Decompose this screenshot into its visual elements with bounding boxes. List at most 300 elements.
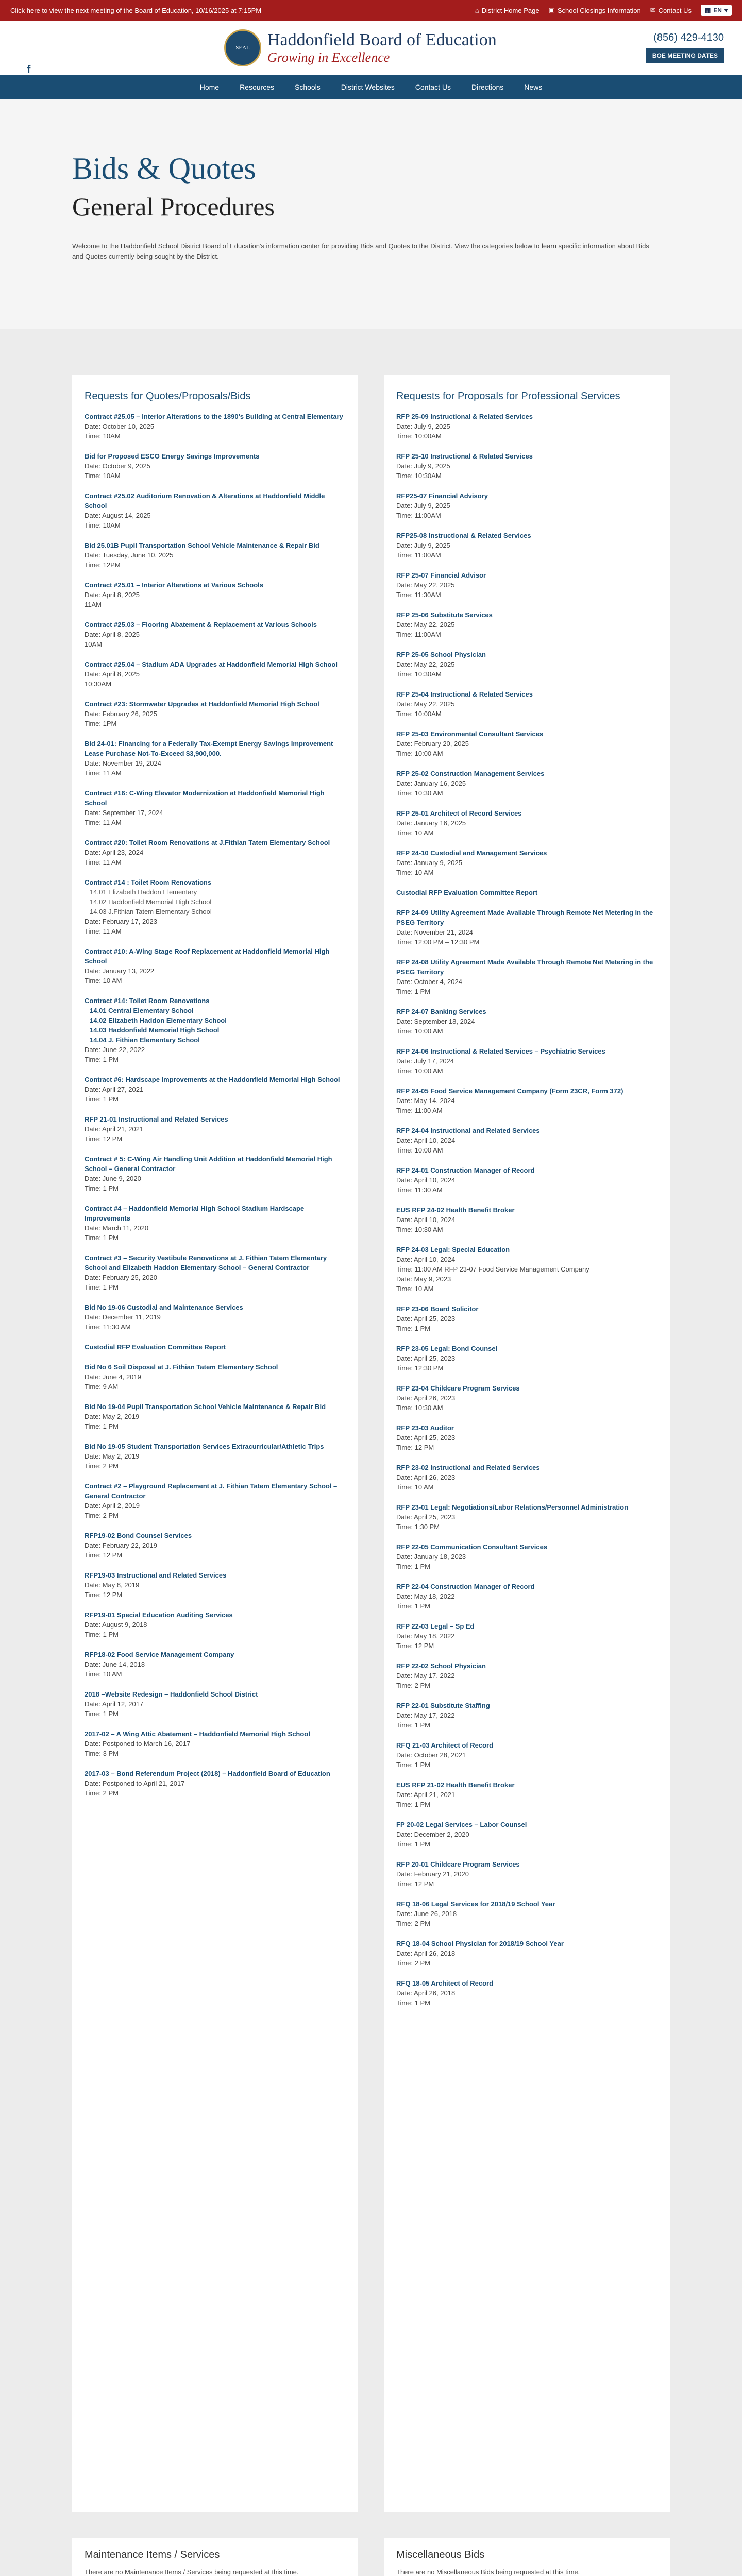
item-detail: Date: April 8, 2025 xyxy=(85,670,140,678)
rfp-heading: Requests for Proposals for Professional Services xyxy=(396,391,620,402)
item-detail: Time: 9 AM xyxy=(85,1383,119,1391)
item-link[interactable]: RFP 23-01 Legal: Negotiations/Labor Relations/Personnel Administration xyxy=(396,1503,629,1511)
item-link[interactable]: Contract #25.04 – Stadium ADA Upgrades at Haddonfield Memorial High School xyxy=(85,660,338,668)
item-detail: Date: June 26, 2018 xyxy=(396,1910,457,1918)
item-link[interactable]: EUS RFP 21-02 Health Benefit Broker xyxy=(396,1781,515,1789)
item-link[interactable]: RFP 22-03 Legal – Sp Ed xyxy=(396,1622,475,1630)
item-detail: Time: 11 AM xyxy=(85,858,122,866)
item-detail: Date: May 17, 2022 xyxy=(396,1711,455,1719)
top-notice-bar xyxy=(0,0,742,21)
list-item xyxy=(85,1204,346,1243)
item-detail: Date: May 2, 2019 xyxy=(85,1413,140,1420)
phone-number[interactable]: (856) 429-4130 xyxy=(653,32,724,43)
top-link-contact[interactable]: ✉ Contact Us xyxy=(650,6,692,14)
item-link[interactable]: Bid 25.01B Pupil Transportation School Vehicle Maintenance & Repair Bid xyxy=(85,541,319,549)
item-detail: Date: April 12, 2017 xyxy=(85,1700,144,1708)
item-detail: Time: 11:30 AM xyxy=(396,1186,443,1194)
item-link[interactable]: RFP19-01 Special Education Auditing Services xyxy=(85,1611,233,1619)
item-link[interactable]: Bid No 6 Soil Disposal at J. Fithian Tatem Elementary School xyxy=(85,1363,278,1371)
item-detail: Date: July 9, 2025 xyxy=(396,462,450,470)
item-detail: Date: October 28, 2021 xyxy=(396,1751,466,1759)
item-detail: Date: April 8, 2025 xyxy=(85,631,140,638)
item-detail: Date: May 18, 2022 xyxy=(396,1632,455,1640)
item-link[interactable]: Bid No 19-05 Student Transportation Services Extracurricular/Athletic Trips xyxy=(85,1443,324,1450)
item-link[interactable]: RFP19-03 Instructional and Related Services xyxy=(85,1571,227,1579)
item-link[interactable]: Bid 24-01: Financing for a Federally Tax-Exempt Energy Savings Improvement Lease Purchase Not-To-Exceed $3,900,000. xyxy=(85,740,333,757)
item-detail: Time: 1 PM xyxy=(396,1602,430,1610)
list-item xyxy=(396,1383,657,1413)
list-item xyxy=(396,848,657,877)
item-detail: Time: 10AM xyxy=(85,432,121,440)
list-item xyxy=(396,1086,657,1115)
item-detail: Time: 3 PM xyxy=(85,1750,119,1757)
item-detail: Time: 10AM xyxy=(85,521,121,529)
item-link[interactable]: RFP 21-01 Instructional and Related Services xyxy=(85,1115,228,1123)
list-item xyxy=(85,1253,346,1292)
item-detail: Time: 1 PM xyxy=(85,1184,119,1192)
item-detail: Date: May 22, 2025 xyxy=(396,581,455,589)
item-link[interactable]: RFP 25-07 Financial Advisor xyxy=(396,571,486,579)
item-detail: Date: March 11, 2020 xyxy=(85,1224,149,1232)
bus-icon: ▣ xyxy=(548,6,555,14)
item-link[interactable]: Bid No 19-04 Pupil Transportation School Vehicle Maintenance & Repair Bid xyxy=(85,1403,326,1411)
language-selector[interactable]: ▦ EN ▾ xyxy=(701,5,732,16)
list-item xyxy=(396,957,657,996)
item-detail: Time: 1 PM xyxy=(85,1422,119,1430)
item-detail: Time: 11 AM xyxy=(85,927,122,935)
item-detail: Time: 1 PM xyxy=(396,1761,430,1769)
item-detail: Time: 10:30AM xyxy=(396,472,442,480)
item-link[interactable]: RFP 24-10 Custodial and Management Services xyxy=(396,849,547,857)
extra-columns xyxy=(0,2538,742,2576)
item-link[interactable]: RFP 25-04 Instructional & Related Services xyxy=(396,690,533,698)
list-item xyxy=(396,769,657,798)
item-detail: Date: February 21, 2020 xyxy=(396,1870,469,1878)
item-detail: Time: 11:00 AM RFP 23-07 Food Service Management Company xyxy=(396,1265,589,1273)
misc-box xyxy=(384,2538,670,2576)
list-item xyxy=(85,1342,346,1352)
item-detail: Time: 1 PM xyxy=(85,1095,119,1103)
item-link[interactable]: Bid No 19-06 Custodial and Maintenance Services xyxy=(85,1303,243,1311)
item-link[interactable]: RFP 23-06 Board Solicitor xyxy=(396,1305,479,1313)
item-detail: Time: 10:00 AM xyxy=(396,1067,443,1075)
list-item xyxy=(396,1007,657,1036)
item-link[interactable]: RFP 23-02 Instructional and Related Services xyxy=(396,1464,540,1471)
item-link[interactable]: RFP 24-06 Instructional & Related Services – Psychiatric Services xyxy=(396,1047,605,1055)
list-item xyxy=(396,1304,657,1333)
item-detail: Time: 10 AM xyxy=(396,1483,434,1491)
item-detail: 10:30AM xyxy=(85,680,112,688)
brand-logo[interactable] xyxy=(224,29,497,66)
list-item xyxy=(85,1689,346,1719)
maintenance-text: There are no Maintenance Items / Services being requested at this time. xyxy=(85,2568,299,2576)
item-link[interactable]: Contract #20: Toilet Room Renovations at J.Fithian Tatem Elementary School xyxy=(85,839,330,846)
list-item xyxy=(85,1481,346,1520)
item-detail: Time: 10:00 AM xyxy=(396,750,443,757)
item-detail: Time: 11:30 AM xyxy=(85,1323,131,1331)
item-link[interactable]: RFQ 21-03 Architect of Record xyxy=(396,1741,494,1749)
item-detail: Date: February 20, 2025 xyxy=(396,740,469,748)
item-detail: Date: April 26, 2018 xyxy=(396,1989,456,1997)
item-detail: Time: 11:00AM xyxy=(396,551,441,559)
item-link[interactable]: Contract #3 – Security Vestibule Renovations at J. Fithian Tatem Elementary School and Elizabeth Haddon Elementary School – General Contractor xyxy=(85,1254,327,1272)
nav-news[interactable]: News xyxy=(524,83,543,91)
top-link-closings[interactable]: ▣ School Closings Information xyxy=(548,6,641,14)
item-detail: Time: 1 PM xyxy=(396,1999,430,2007)
item-link[interactable]: RFP 25-05 School Physician xyxy=(396,651,486,658)
item-detail: Date: May 8, 2019 xyxy=(85,1581,140,1589)
item-detail: Date: April 27, 2021 xyxy=(85,1086,144,1093)
item-detail: Date: April 25, 2023 xyxy=(396,1434,456,1442)
item-detail: Time: 10:30AM xyxy=(396,670,442,678)
list-item xyxy=(396,1661,657,1690)
list-item xyxy=(396,1126,657,1155)
item-detail: Date: Postponed to March 16, 2017 xyxy=(85,1740,191,1748)
misc-heading: Miscellaneous Bids xyxy=(396,2549,485,2561)
list-item xyxy=(396,729,657,758)
item-link[interactable]: RFP 25-06 Substitute Services xyxy=(396,611,493,619)
list-item xyxy=(85,699,346,728)
item-detail: Date: Postponed to April 21, 2017 xyxy=(85,1780,185,1787)
list-item xyxy=(85,1154,346,1193)
item-link[interactable]: Custodial RFP Evaluation Committee Report xyxy=(396,889,538,896)
item-detail: Time: 10 AM xyxy=(396,829,434,837)
item-link[interactable]: Contract #6: Hardscape Improvements at the Haddonfield Memorial High School xyxy=(85,1076,340,1083)
list-item xyxy=(396,412,657,441)
item-link[interactable]: RFP 25-10 Instructional & Related Services xyxy=(396,452,533,460)
list-item xyxy=(85,620,346,649)
item-detail: Date: May 22, 2025 xyxy=(396,700,455,708)
item-link[interactable]: RFP 24-05 Food Service Management Company (Form 23CR, Form 372) xyxy=(396,1087,623,1095)
item-detail: Date: April 10, 2024 xyxy=(396,1216,456,1224)
list-item xyxy=(396,491,657,520)
item-detail: Date: January 16, 2025 xyxy=(396,779,466,787)
item-detail: Date: November 19, 2024 xyxy=(85,759,161,767)
item-detail: Date: April 21, 2021 xyxy=(85,1125,144,1133)
nav-schools[interactable]: Schools xyxy=(294,83,321,91)
item-link[interactable]: 2017-03 – Bond Referendum Project (2018) – Haddonfield Board of Education xyxy=(85,1770,330,1777)
item-detail: Date: May 17, 2022 xyxy=(396,1672,455,1680)
district-seal: SEAL xyxy=(224,29,261,66)
item-detail: Time: 11 AM xyxy=(85,819,122,826)
item-detail: Date: April 8, 2025 xyxy=(85,591,140,599)
item-sublink[interactable]: 14.04 J. Fithian Elementary School xyxy=(90,1036,200,1044)
item-detail: Date: October 9, 2025 xyxy=(85,462,150,470)
quotes-list xyxy=(85,412,346,1798)
item-detail: Time: 2 PM xyxy=(85,1462,119,1470)
item-link[interactable]: RFP 24-07 Banking Services xyxy=(396,1008,486,1015)
item-detail: Date: May 18, 2022 xyxy=(396,1592,455,1600)
item-detail: Time: 11:00AM xyxy=(396,512,441,519)
item-detail: Time: 12 PM xyxy=(396,1444,434,1451)
maintenance-heading: Maintenance Items / Services xyxy=(85,2549,220,2561)
list-item xyxy=(85,1610,346,1639)
item-detail: Date: December 2, 2020 xyxy=(396,1831,469,1838)
item-link[interactable]: RFP 23-04 Childcare Program Services xyxy=(396,1384,520,1392)
item-detail: Date: June 9, 2020 xyxy=(85,1175,141,1182)
item-detail: Date: April 26, 2023 xyxy=(396,1394,456,1402)
item-detail: Time: 12 PM xyxy=(85,1135,123,1143)
item-link[interactable]: Contract #25.05 – Interior Alterations to the 1890's Building at Central Elementary xyxy=(85,413,343,420)
item-link[interactable]: RFQ 18-05 Architect of Record xyxy=(396,1979,494,1987)
item-link[interactable]: RFP 25-09 Instructional & Related Services xyxy=(396,413,533,420)
list-item xyxy=(85,946,346,986)
list-item xyxy=(396,451,657,481)
list-item xyxy=(396,1165,657,1195)
item-link[interactable]: Bid for Proposed ESCO Energy Savings Improvements xyxy=(85,452,260,460)
intro-text: Welcome to the Haddonfield School District Board of Education's information center for providing Bids and Quotes to the District. View the categories below to learn specific information about Bids and Quotes currently being sought by the District. xyxy=(72,242,649,260)
list-item xyxy=(396,1899,657,1928)
item-detail: Date: February 25, 2020 xyxy=(85,1274,157,1281)
quotes-heading: Requests for Quotes/Proposals/Bids xyxy=(85,391,251,402)
item-detail: Date: April 10, 2024 xyxy=(396,1137,456,1144)
item-detail: Time: 12PM xyxy=(85,561,121,569)
list-item xyxy=(396,689,657,719)
item-detail: Date: November 21, 2024 xyxy=(396,928,473,936)
list-item xyxy=(85,1114,346,1144)
rfp-list xyxy=(396,412,657,2008)
item-detail: Date: September 18, 2024 xyxy=(396,1018,475,1025)
list-item xyxy=(85,1442,346,1471)
item-link[interactable]: Contract #23: Stormwater Upgrades at Haddonfield Memorial High School xyxy=(85,700,319,708)
item-detail: Date: January 9, 2025 xyxy=(396,859,462,867)
item-detail: Date: February 26, 2025 xyxy=(85,710,157,718)
list-item xyxy=(85,788,346,827)
item-detail: Date: June 14, 2018 xyxy=(85,1660,145,1668)
item-detail: Date: July 17, 2024 xyxy=(396,1057,454,1065)
item-detail: Date: October 10, 2025 xyxy=(85,422,155,430)
item-link[interactable]: RFP25-08 Instructional & Related Services xyxy=(396,532,531,539)
item-link[interactable]: RFP19-02 Bond Counsel Services xyxy=(85,1532,192,1539)
list-item xyxy=(85,1650,346,1679)
item-link[interactable]: RFP 23-05 Legal: Bond Counsel xyxy=(396,1345,498,1352)
list-item xyxy=(85,1570,346,1600)
item-detail: Time: 1 PM xyxy=(85,1283,119,1291)
item-detail: Time: 10 AM xyxy=(396,869,434,876)
item-detail: Date: July 9, 2025 xyxy=(396,541,450,549)
item-link[interactable]: RFP 23-03 Auditor xyxy=(396,1424,454,1432)
item-link[interactable]: RFP 24-01 Construction Manager of Record xyxy=(396,1166,535,1174)
item-link[interactable]: Contract #4 – Haddonfield Memorial High School Stadium Hardscape Improvements xyxy=(85,1205,305,1222)
item-link[interactable]: RFP 25-02 Construction Management Services xyxy=(396,770,545,777)
item-detail: Time: 10 AM xyxy=(396,1285,434,1293)
item-detail: Time: 10:00AM xyxy=(396,432,442,440)
item-sublink[interactable]: 14.01 Central Elementary School xyxy=(90,1007,194,1014)
item-detail: Date: April 26, 2023 xyxy=(396,1473,456,1481)
item-detail: Time: 12:30 PM xyxy=(396,1364,444,1372)
item-detail: Time: 11 AM xyxy=(85,769,122,777)
item-link[interactable]: Contract #25.02 Auditorium Renovation & Alterations at Haddonfield Middle School xyxy=(85,492,325,510)
list-item xyxy=(396,1463,657,1492)
item-detail: Date: Tuesday, June 10, 2025 xyxy=(85,551,174,559)
list-item xyxy=(396,1701,657,1730)
nav-resources[interactable]: Resources xyxy=(240,83,274,91)
item-link[interactable]: RFP 24-04 Instructional and Related Services xyxy=(396,1127,540,1134)
top-links xyxy=(475,5,732,16)
list-item xyxy=(396,1344,657,1373)
item-detail: Date: April 25, 2023 xyxy=(396,1315,456,1323)
item-subline: 14.03 J.Fithian Tatem Elementary School xyxy=(90,908,212,916)
list-item xyxy=(396,1245,657,1294)
list-item xyxy=(85,1362,346,1392)
item-link[interactable]: RFP 25-03 Environmental Consultant Services xyxy=(396,730,544,738)
list-item xyxy=(85,1302,346,1332)
list-item xyxy=(396,650,657,679)
nav-contact[interactable]: Contact Us xyxy=(415,83,451,91)
item-link[interactable]: Contract #25.03 – Flooring Abatement & Replacement at Various Schools xyxy=(85,621,317,629)
item-link[interactable]: Contract #14: Toilet Room Renovations xyxy=(85,997,210,1005)
item-detail: Time: 1 PM xyxy=(396,988,430,995)
item-detail: Date: February 17, 2023 xyxy=(85,918,157,925)
item-detail: Time: 1 PM xyxy=(85,1710,119,1718)
item-link[interactable]: Custodial RFP Evaluation Committee Report xyxy=(85,1343,226,1351)
chevron-down-icon: ▾ xyxy=(724,7,728,14)
item-detail: Time: 10 AM xyxy=(85,1670,122,1678)
list-item xyxy=(85,451,346,481)
item-link[interactable]: RFQ 18-06 Legal Services for 2018/19 School Year xyxy=(396,1900,555,1908)
item-link[interactable]: 2017-02 – A Wing Attic Abatement – Haddonfield Memorial High School xyxy=(85,1730,310,1738)
item-link[interactable]: Contract #10: A-Wing Stage Roof Replacement at Haddonfield Memorial High School xyxy=(85,947,330,965)
item-detail: Time: 11:30AM xyxy=(396,591,441,599)
list-item xyxy=(85,659,346,689)
item-link[interactable]: RFP 24-09 Utility Agreement Made Available Through Remote Net Metering in the PSEG Territory xyxy=(396,909,653,926)
list-item xyxy=(396,1820,657,1849)
item-link[interactable]: RFQ 18-04 School Physician for 2018/19 School Year xyxy=(396,1940,564,1947)
item-detail: Time: 12 PM xyxy=(85,1591,123,1599)
item-detail: Time: 1 PM xyxy=(396,1563,430,1570)
item-detail: Date: July 9, 2025 xyxy=(396,502,450,510)
item-detail: Date: August 14, 2025 xyxy=(85,512,151,519)
item-detail: Date: April 2, 2019 xyxy=(85,1502,140,1510)
item-link[interactable]: Contract # 5: C-Wing Air Handling Unit Addition at Haddonfield Memorial High School – General Contractor xyxy=(85,1155,332,1173)
item-link[interactable]: RFP 25-01 Architect of Record Services xyxy=(396,809,522,817)
site-title: Haddonfield Board of Education xyxy=(267,30,497,49)
item-link[interactable]: 2018 –Website Redesign – Haddonfield School District xyxy=(85,1690,258,1698)
item-detail: Date: September 17, 2024 xyxy=(85,809,163,817)
list-item xyxy=(396,1978,657,2008)
facebook-icon[interactable]: f xyxy=(27,63,31,76)
item-detail: Time: 10:00 AM xyxy=(396,1027,443,1035)
list-item xyxy=(396,610,657,639)
next-meeting-link[interactable]: Click here to view the next meeting of the Board of Education, 10/16/2025 at 7:15PM xyxy=(10,6,262,14)
item-detail: Time: 1 PM xyxy=(396,1325,430,1332)
list-item xyxy=(396,1502,657,1532)
item-detail: Time: 10AM xyxy=(85,472,121,480)
item-detail: Time: 2 PM xyxy=(85,1789,119,1797)
item-detail: Time: 1 PM xyxy=(396,1840,430,1848)
site-header xyxy=(0,21,742,75)
item-detail: Date: May 14, 2024 xyxy=(396,1097,455,1105)
item-sublink[interactable]: 14.02 Elizabeth Haddon Elementary School xyxy=(90,1016,227,1024)
top-link-home[interactable]: ⌂ District Home Page xyxy=(475,6,539,14)
list-item xyxy=(85,1769,346,1798)
item-link[interactable]: Contract #14 : Toilet Room Renovations xyxy=(85,878,212,886)
item-link[interactable]: RFP 22-04 Construction Manager of Record xyxy=(396,1583,535,1590)
list-item xyxy=(396,888,657,897)
item-sublink[interactable]: 14.03 Haddonfield Memorial High School xyxy=(90,1026,220,1034)
item-link[interactable]: RFP25-07 Financial Advisory xyxy=(396,492,488,500)
list-item xyxy=(396,1205,657,1234)
list-item xyxy=(396,531,657,560)
item-link[interactable]: RFP 22-01 Substitute Staffing xyxy=(396,1702,490,1709)
list-item xyxy=(396,570,657,600)
item-detail: Date: May 9, 2023 xyxy=(396,1275,451,1283)
list-item xyxy=(85,580,346,609)
item-detail: 11AM xyxy=(85,601,102,608)
list-item xyxy=(396,1621,657,1651)
item-link[interactable]: RFP 22-02 School Physician xyxy=(396,1662,486,1670)
item-link[interactable]: RFP 22-05 Communication Consultant Services xyxy=(396,1543,548,1551)
list-item xyxy=(85,838,346,867)
misc-text: There are no Miscellaneous Bids being requested at this time. xyxy=(396,2568,580,2576)
meeting-dates-button[interactable]: BOE MEETING DATES xyxy=(646,48,724,63)
list-item xyxy=(396,1423,657,1452)
site-tagline: Growing in Excellence xyxy=(267,49,390,65)
item-detail: Time: 10:00AM xyxy=(396,710,442,718)
quotes-column xyxy=(72,375,358,2512)
item-detail: Time: 12 PM xyxy=(85,1551,123,1559)
item-detail: Date: May 2, 2019 xyxy=(85,1452,140,1460)
item-link[interactable]: Contract #25.01 – Interior Alterations at Various Schools xyxy=(85,581,264,589)
page-subtitle: General Procedures xyxy=(72,192,275,221)
item-detail: Date: April 21, 2021 xyxy=(396,1791,456,1799)
item-detail: Time: 2 PM xyxy=(396,1920,430,1927)
item-link[interactable]: FP 20-02 Legal Services – Labor Counsel xyxy=(396,1821,527,1828)
hero-section xyxy=(0,99,742,329)
item-link[interactable]: RFP 24-03 Legal: Special Education xyxy=(396,1246,510,1253)
list-item xyxy=(85,1075,346,1104)
nav-directions[interactable]: Directions xyxy=(471,83,504,91)
item-detail: Date: April 23, 2024 xyxy=(85,849,144,856)
item-detail: Time: 12 PM xyxy=(396,1880,434,1888)
item-detail: Time: 11:00AM xyxy=(396,631,441,638)
item-link[interactable]: RFP 24-08 Utility Agreement Made Available Through Remote Net Metering in the PSEG Territory xyxy=(396,958,653,976)
item-detail: Date: April 26, 2018 xyxy=(396,1950,456,1957)
item-link[interactable]: RFP18-02 Food Service Management Company xyxy=(85,1651,234,1658)
item-detail: Date: June 4, 2019 xyxy=(85,1373,141,1381)
item-link[interactable]: EUS RFP 24-02 Health Benefit Broker xyxy=(396,1206,515,1214)
item-link[interactable]: Contract #16: C-Wing Elevator Modernization at Haddonfield Memorial High School xyxy=(85,789,325,807)
item-link[interactable]: RFP 20-01 Childcare Program Services xyxy=(396,1860,520,1868)
list-item xyxy=(85,540,346,570)
item-subline: 14.02 Haddonfield Memorial High School xyxy=(90,898,212,906)
item-detail: Date: August 9, 2018 xyxy=(85,1621,147,1629)
bids-columns xyxy=(0,329,742,2538)
item-detail: Time: 12:00 PM – 12:30 PM xyxy=(396,938,480,946)
item-detail: Date: May 22, 2025 xyxy=(396,621,455,629)
nav-home[interactable]: Home xyxy=(199,83,220,91)
item-detail: Date: April 25, 2023 xyxy=(396,1513,456,1521)
item-link[interactable]: Contract #2 – Playground Replacement at J. Fithian Tatem Elementary School – General Contractor xyxy=(85,1482,338,1500)
item-detail: Time: 2 PM xyxy=(85,1512,119,1519)
item-detail: Time: 1PM xyxy=(85,720,117,727)
list-item xyxy=(396,1939,657,1968)
nav-district-websites[interactable]: District Websites xyxy=(341,83,395,91)
list-item xyxy=(396,1046,657,1076)
list-item xyxy=(85,739,346,778)
item-detail: Time: 1 PM xyxy=(85,1056,119,1063)
list-item xyxy=(396,1542,657,1571)
main-nav xyxy=(0,75,742,99)
item-detail: Time: 1 PM xyxy=(396,1721,430,1729)
item-detail: Date: January 18, 2023 xyxy=(396,1553,466,1561)
list-item xyxy=(396,808,657,838)
list-item xyxy=(85,412,346,441)
list-item xyxy=(85,1729,346,1758)
item-detail: Date: February 22, 2019 xyxy=(85,1541,157,1549)
item-detail: Time: 1 PM xyxy=(85,1234,119,1242)
item-detail: Date: April 10, 2024 xyxy=(396,1256,456,1263)
